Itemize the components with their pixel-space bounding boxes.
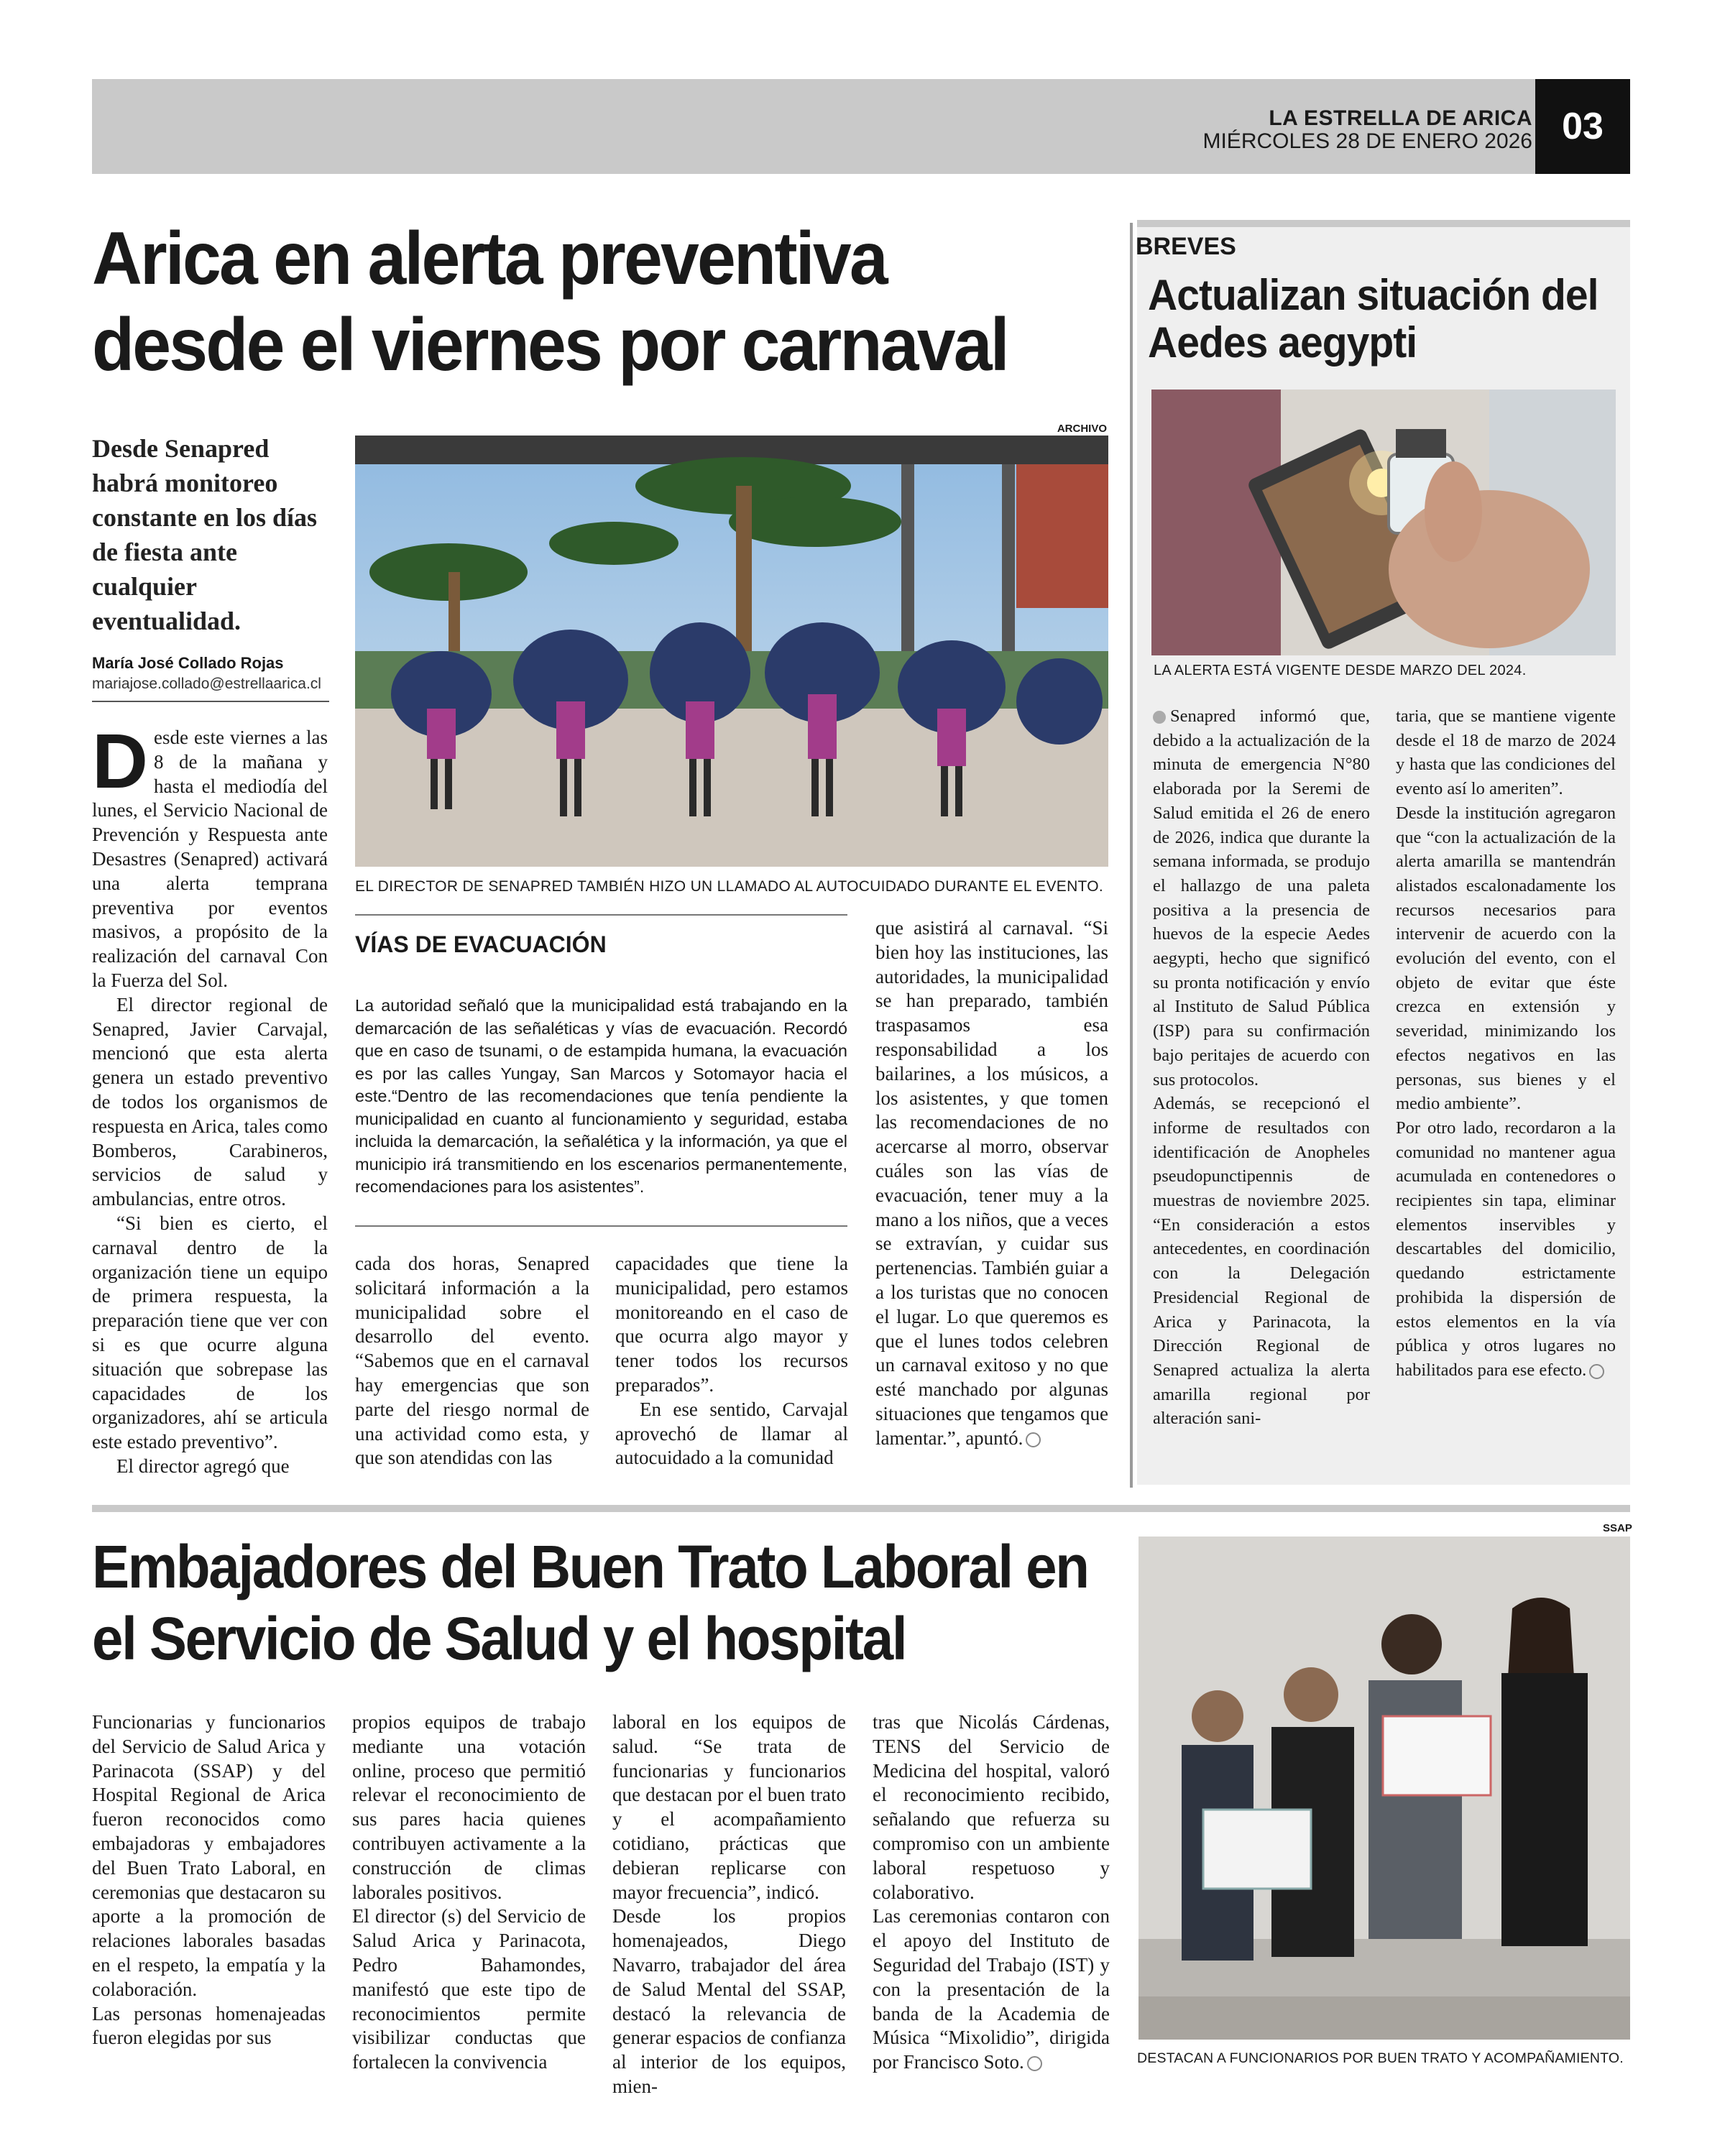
breves-top-bar (1137, 220, 1630, 227)
article1-column-2 (355, 1252, 589, 1470)
article2-column-1 (92, 1710, 326, 2050)
article1-paragraph: El director agregó que (116, 1455, 290, 1477)
breves-paragraph: Desde la institución agregaron que “con la actualización de la alerta amarilla se mantendrán alistados escalonadamente los recursos necesarios para intervenir de acuerdo con la evolución del evento, con el objeto de evitar que éste crezca en extensión y severidad, minimizando los efectos negativos en las personas, sus bienes y el medio ambiente”. (1396, 803, 1616, 1114)
bullet-icon (1153, 711, 1166, 724)
article2-paragraph: Funcionarias y funcionarios del Servicio de Salud Arica y Parinacota (SSAP) y del Hospital Regional de Arica fueron reconocidos como embajadoras y embajadores del Buen Trato Laboral, en ceremonias que destacaron su aporte a la promoción de relaciones laborales basadas en el respeto, la empatía y la colaboración. (92, 1711, 326, 2000)
article2-column-3 (612, 1710, 846, 2099)
breves-paragraph: taria, que se mantiene vigente desde el 18 de marzo de 2024 y hasta que las condiciones del evento así lo ameriten”. (1396, 706, 1616, 799)
breves-headline: Actualizan situación del Aedes aegypti (1148, 271, 1598, 367)
article2-photo-caption: DESTACAN A FUNCIONARIOS POR BUEN TRATO Y ACOMPAÑAMIENTO. (1137, 2050, 1624, 2066)
breves-column-1 (1153, 704, 1370, 1431)
sidebar-title: VÍAS DE EVACUACIÓN (355, 931, 607, 957)
article1-photo-caption: EL DIRECTOR DE SENAPRED TAMBIÉN HIZO UN LLAMADO AL AUTOCUIDADO DURANTE EL EVENTO. (355, 878, 1104, 895)
end-mark-icon (1027, 2056, 1042, 2071)
article2-column-4 (873, 1710, 1110, 2075)
article2-headline: Embajadores del Buen Trato Laboral en el Servicio de Salud y el hospital (92, 1533, 1088, 1672)
article1-paragraph: En ese sentido, Carvajal aprovechó de llamar al autocuidado a la comunidad (615, 1398, 848, 1469)
breves-paragraph: Además, se recepcionó el informe de resultados con identificación de Anopheles pseudopunctipennis de muestras de noviembre 2025. “En consideración a estos antecedentes, en coordinación con la Delegación Presidencial Regional de Arica y Parinacota, la Dirección Regional de Senapred actualiza la alerta amarilla regional por alteración sani- (1153, 1094, 1370, 1429)
breves-paragraph: Senapred informó que, debido a la actualización de la minuta de emergencia N°80 elaborada por la Seremi de Salud emitida el 26 de enero de 2026, indica que durante la semana informada, se produjo el hallazgo de una paleta positiva a la presencia de huevos de la especie Aedes aegypti, hecho que significó su pronta notificación y envío al Instituto de Salud Pública (ISP) para su confirmación bajo peritajes de acuerdo con sus protocolos. (1153, 706, 1370, 1089)
section-divider (92, 1505, 1630, 1512)
aedes-photo (1151, 390, 1616, 655)
breves-column-2 (1396, 704, 1616, 1383)
article1-paragraph: Desde este viernes a las 8 de la mañana y hasta el mediodía del lunes, el Servicio Nacional de Prevención y Respuesta ante Desastres (Senapred) activará una alerta temprana preventiva por eventos masivos, a propósito de la realización del carnaval Con la Fuerza del Sol. (92, 717, 328, 991)
article1-column-1 (92, 717, 328, 1479)
article1-paragraph: “Si bien es cierto, el carnaval dentro de la organización tiene un equipo de primera respuesta, la preparación tiene que ver con si es que ocurre alguna situación que sobrepase las capacidades de los organizadores, ahí se articula este estado preventivo”. (92, 1212, 328, 1453)
article1-email: mariajose.collado@estrellaarica.cl (92, 676, 321, 692)
page-number: 03 (1535, 79, 1630, 174)
article2-column-2 (352, 1710, 586, 2075)
carnival-photo (355, 436, 1108, 867)
article1-photo-credit: ARCHIVO (1057, 423, 1107, 435)
sidebar-bottom-rule (355, 1225, 847, 1227)
article1-paragraph: capacidades que tiene la municipalidad, pero estamos monitoreando en el caso de que ocurra algo mayor y tener todos los recursos preparados”. (615, 1253, 848, 1396)
breves-paragraph: Por otro lado, recordaron a la comunidad no mantener agua acumulada en contenedores o recipientes sin tapa, eliminar elementos inservibles y descartables del domicilio, quedando estrictamente prohibida la dispersión de estos elementos en la vía pública y otros lugares no habilitados para ese efecto. (1396, 1118, 1616, 1380)
end-mark-icon (1589, 1364, 1604, 1379)
article1-column-4 (875, 916, 1108, 1451)
article2-paragraph: El director (s) del Servicio de Salud Arica y Parinacota, Pedro Bahamondes, manifestó que este tipo de reconocimientos permite visibilizar conductas que fortalecen la convivencia (352, 1905, 586, 2073)
aedes-photo-illustration (1151, 390, 1616, 655)
article2-paragraph: Desde los propios homenajeados, Diego Navarro, trabajador del área de Salud Mental del SSAP, destacó la relevancia de generar espacios de confianza al interior de los equipos, mien- (612, 1905, 846, 2097)
breves-photo-caption: LA ALERTA ESTÁ VIGENTE DESDE MARZO DEL 2024. (1154, 663, 1527, 678)
article2-paragraph: tras que Nicolás Cárdenas, TENS del Servicio de Medicina del hospital, valoró el reconocimiento recibido, señalando que refuerza su compromiso con un ambiente laboral respetuoso y colaborativo. (873, 1711, 1110, 1903)
ceremony-photo-illustration (1138, 1537, 1630, 2040)
sidebar-text: La autoridad señaló que la municipalidad está trabajando en la demarcación de las señaléticas y vías de evacuación. Recordó que en caso de tsunami, o de estampida humana, la evacuación es por las calles Yungay, San Marcos y Sotomayor hacia el este.“Dentro de las recomendaciones que tenía pendiente la municipalidad en cuanto al funcionamiento y seguridad, estaba incluida la demarcación, la señalética y la información, ya que el municipio irá transmitiendo en los escenarios permanentemente, recomendaciones para los asistentes”. (355, 996, 847, 1196)
article2-paragraph: Las personas homenajeadas fueron elegidas por sus (92, 2002, 326, 2049)
article2-photo-credit: SSAP (1603, 1522, 1632, 1534)
article2-paragraph: laboral en los equipos de salud. “Se trata de funcionarias y funcionarios que destacan por el buen trato y el acompañamiento cotidiano, prácticas que debieran replicarse con mayor frecuencia”, indicó. (612, 1711, 846, 1903)
issue-date: MIÉRCOLES 28 DE ENERO 2026 (1202, 129, 1532, 153)
ceremony-photo (1138, 1537, 1630, 2040)
article1-lead: Desde Senapred habrá monitoreo constante en los días de fiesta ante cualquier eventualidad. (92, 434, 318, 635)
byline-rule (92, 701, 329, 702)
article2-paragraph: propios equipos de trabajo mediante una votación online, proceso que permitió relevar el reconocimiento de sus pares hacia quienes contribuyen activamente a la construcción de climas laborales positivos. (352, 1711, 586, 1903)
sidebar-top-rule (355, 914, 847, 916)
article1-paragraph: que asistirá al carnaval. “Si bien hoy las instituciones, las autoridades, la municipalidad se han preparado, también traspasamos esa responsabilidad a los bailarines, a los músicos, a los asistentes, y que tomen las recomendaciones de no acercarse al morro, observar cuáles son las vías de evacuación, tener muy a la mano a los niños, que a veces se extravían, y cuidar sus pertenencias. También guiar a a los turistas que no conocen el lugar. Lo que queremos es que el lunes todos celebren un carnaval exitoso y no que esté manchado por algunas situaciones que tengamos que lamentar.”, apuntó. (875, 917, 1108, 1449)
newspaper-name: LA ESTRELLA DE ARICA (1269, 106, 1532, 130)
article1-paragraph: cada dos horas, Senapred solicitará información a la municipalidad sobre el desarrollo del evento. “Sabemos que en el carnaval hay emergencias que son parte del riesgo normal de una actividad como esta, y que son atendidas con las (355, 1253, 589, 1469)
breves-label: BREVES (1136, 233, 1236, 260)
article1-column-3 (615, 1252, 848, 1470)
article2-paragraph: Las ceremonias contaron con el apoyo del Instituto de Seguridad del Trabajo (IST) y con la presentación de la banda de la Academia de Música “Mixolidio”, dirigida por Francisco Soto. (873, 1905, 1110, 2073)
article1-author: María José Collado Rojas (92, 654, 284, 672)
end-mark-icon (1026, 1432, 1041, 1447)
column-separator (1130, 223, 1133, 1488)
article1-paragraph: El director regional de Senapred, Javier Carvajal, mencionó que esta alerta genera un estado preventivo de todos los organismos de respuesta en Arica, tales como Bomberos, Carabineros, servicios de salud y ambulancias, entre otros. (92, 993, 328, 1210)
article1-headline: Arica en alerta preventiva desde el viernes por carnaval (92, 217, 1008, 387)
carnival-photo-illustration (355, 436, 1108, 867)
